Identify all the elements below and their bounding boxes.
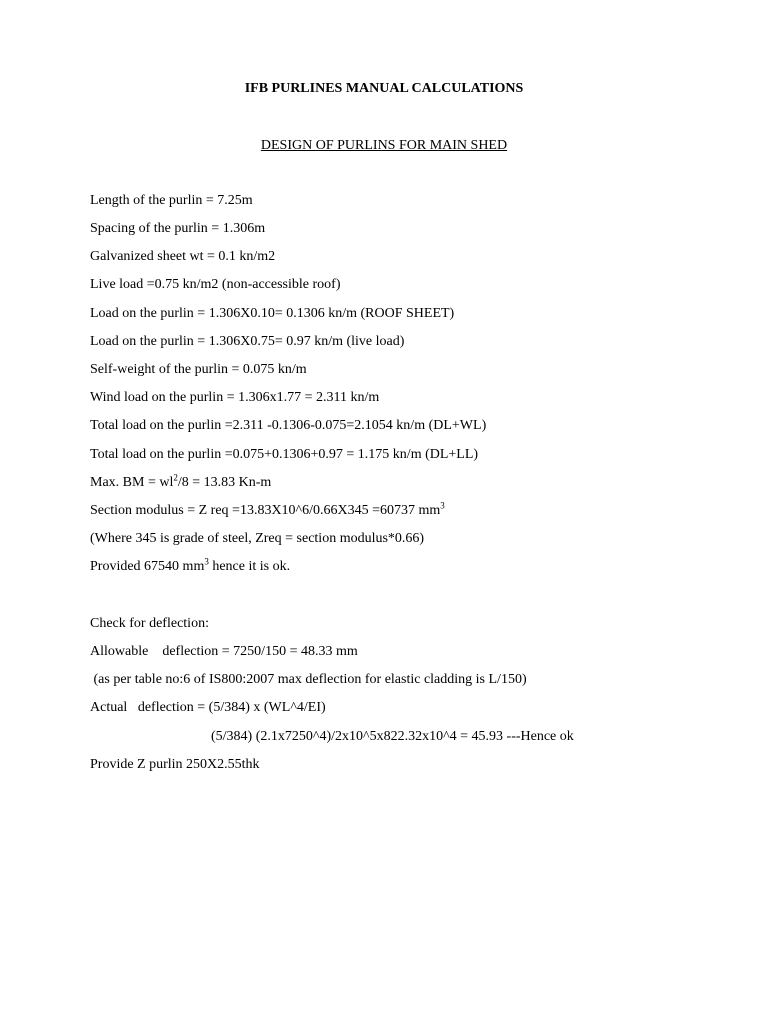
purlin-length-line: Length of the purlin = 7.25m <box>90 193 253 208</box>
provided-modulus-text-end: hence it is ok. <box>208 559 291 574</box>
live-load-on-purlin-line: Load on the purlin = 1.306X0.75= 0.97 kn/m (live load) <box>90 334 405 349</box>
provided-modulus-text: Provided 67540 mm <box>90 559 205 574</box>
purlin-spacing-line: Spacing of the purlin = 1.306m <box>90 221 266 236</box>
roof-sheet-load-line: Load on the purlin = 1.306X0.10= 0.1306 kn/m (ROOF SHEET) <box>90 306 455 321</box>
document-title: IFB PURLINES MANUAL CALCULATIONS <box>244 81 524 96</box>
section-modulus-superscript: 3 <box>440 500 445 511</box>
provided-purlin-line: Provide Z purlin 250X2.55thk <box>90 757 260 772</box>
allowable-deflection-line: Allowable deflection = 7250/150 = 48.33 mm <box>90 644 358 659</box>
max-bending-moment-line <box>90 474 271 492</box>
max-bm-text: Max. BM = wl <box>90 475 174 490</box>
deflection-check-heading: Check for deflection: <box>90 616 209 631</box>
actual-deflection-formula-line: Actual deflection = (5/384) x (WL^4/EI) <box>90 700 326 715</box>
galvanized-sheet-weight-line: Galvanized sheet wt = 0.1 kn/m2 <box>90 249 276 264</box>
document-subtitle-text: DESIGN OF PURLINS FOR MAIN SHED <box>260 138 508 153</box>
total-load-dl-ll-line: Total load on the purlin =0.075+0.1306+0.97 = 1.175 kn/m (DL+LL) <box>90 447 479 462</box>
total-load-dl-wl-line: Total load on the purlin =2.311 -0.1306-0.075=2.1054 kn/m (DL+WL) <box>90 418 487 433</box>
section-modulus-text: Section modulus = Z req =13.83X10^6/0.66X345 =60737 mm <box>90 503 441 518</box>
provided-modulus-line <box>90 558 290 576</box>
provided-modulus-superscript: 3 <box>204 556 209 567</box>
steel-grade-note-line: (Where 345 is grade of steel, Zreq = section modulus*0.66) <box>90 531 425 546</box>
self-weight-line: Self-weight of the purlin = 0.075 kn/m <box>90 362 307 377</box>
live-load-line: Live load =0.75 kn/m2 (non-accessible roof) <box>90 277 341 292</box>
document-subtitle <box>0 137 768 155</box>
wind-load-line: Wind load on the purlin = 1.306x1.77 = 2.311 kn/m <box>90 390 380 405</box>
max-bm-superscript: 2 <box>173 472 178 483</box>
max-bm-text-end: /8 = 13.83 Kn-m <box>177 475 272 490</box>
section-modulus-line <box>90 502 445 520</box>
deflection-code-reference-line: (as per table no:6 of IS800:2007 max deflection for elastic cladding is L/150) <box>90 672 527 687</box>
actual-deflection-calculation-line: (5/384) (2.1x7250^4)/2x10^5x822.32x10^4 = 45.93 ---Hence ok <box>211 729 574 744</box>
